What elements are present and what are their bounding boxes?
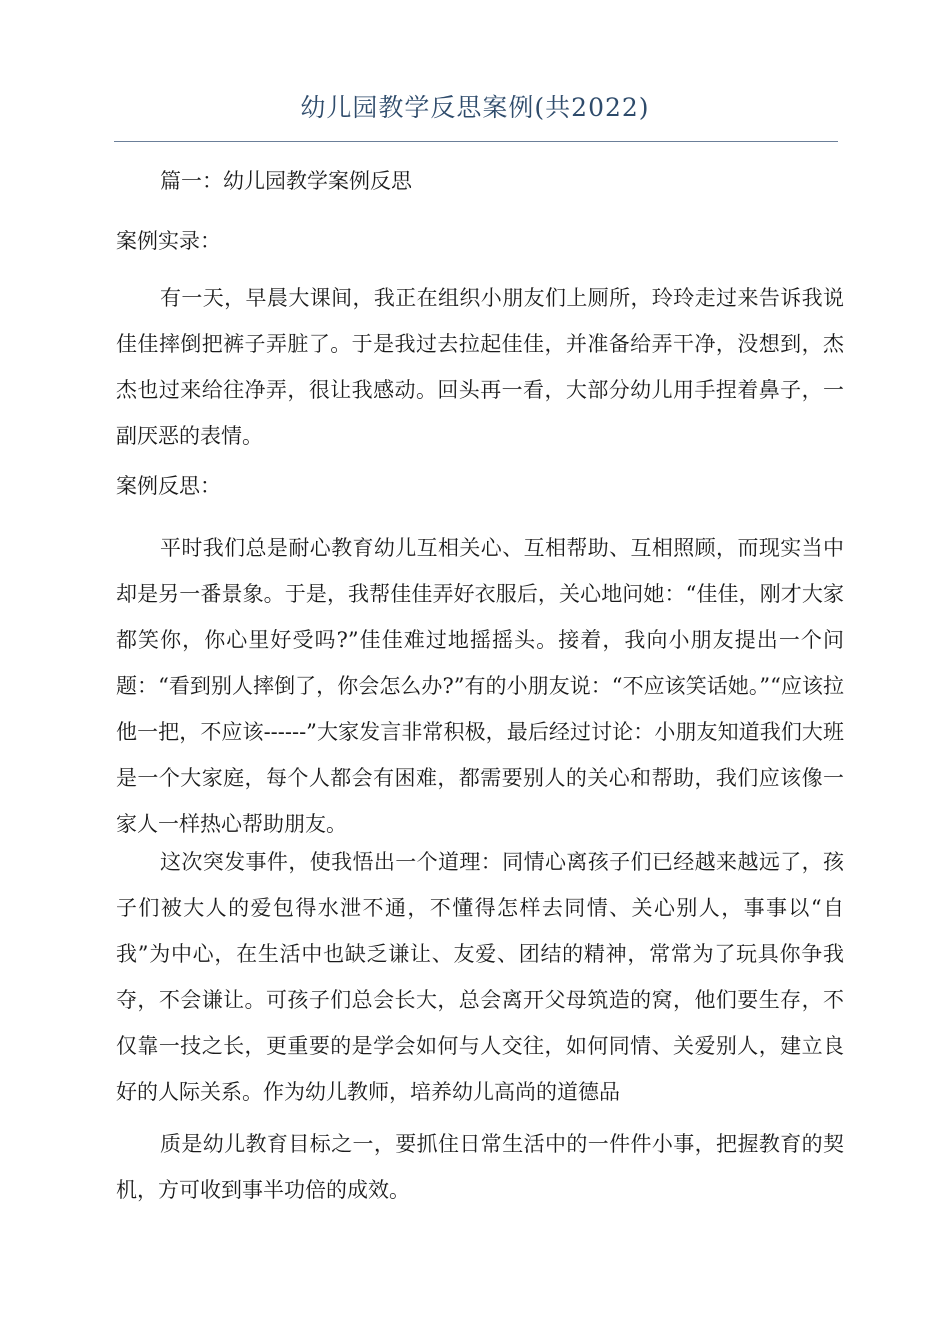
- title-divider: [114, 141, 838, 142]
- record-paragraph: 有一天，早晨大课间，我正在组织小朋友们上厕所，玲玲走过来告诉我说佳佳摔倒把裤子弄脏了。于是我过去拉起佳佳，并准备给弄干净，没想到，杰杰也过来给往净弄，很让我感动。回头再一看，大部分幼儿用手捏着鼻子，一副厌恶的表情。: [116, 286, 844, 448]
- label-case-reflection: 案例反思：: [116, 474, 221, 498]
- label-case-record: 案例实录：: [116, 229, 221, 253]
- section-heading: 篇一：幼儿园教学案例反思: [160, 169, 412, 193]
- reflection-paragraph-2: 这次突发事件，使我悟出一个道理：同情心离孩子们已经越来越远了，孩子们被大人的爱包得水泄不通，不懂得怎样去同情、关心别人，事事以“自我”为中心，在生活中也缺乏谦让、友爱、团结的精神，常常为了玩具你争我夺，不会谦让。可孩子们总会长大，总会离开父母筑造的窝，他们要生存，不仅靠一技之长，更重要的是学会如何与人交往，如何同情、关爱别人，建立良好的人际关系。作为幼儿教师，培养幼儿高尚的道德品: [116, 850, 844, 1104]
- document-title: 幼儿园教学反思案例(共2022): [300, 93, 650, 122]
- reflection-paragraph-3: 质是幼儿教育目标之一，要抓住日常生活中的一件件小事，把握教育的契机，方可收到事半功倍的成效。: [116, 1132, 844, 1202]
- reflection-paragraph-1: 平时我们总是耐心教育幼儿互相关心、互相帮助、互相照顾，而现实当中却是另一番景象。于是，我帮佳佳弄好衣服后，关心地问她：“佳佳，刚才大家都笑你，你心里好受吗?”佳佳难过地摇摇头。接着，我向小朋友提出一个问题：“看到别人摔倒了，你会怎么办?”有的小朋友说：“不应该笑话她。”“应该拉他一把，不应该------”大家发言非常积极，最后经过讨论：小朋友知道我们大班是一个大家庭，每个人都会有困难，都需要别人的关心和帮助，我们应该像一家人一样热心帮助朋友。: [116, 536, 844, 836]
